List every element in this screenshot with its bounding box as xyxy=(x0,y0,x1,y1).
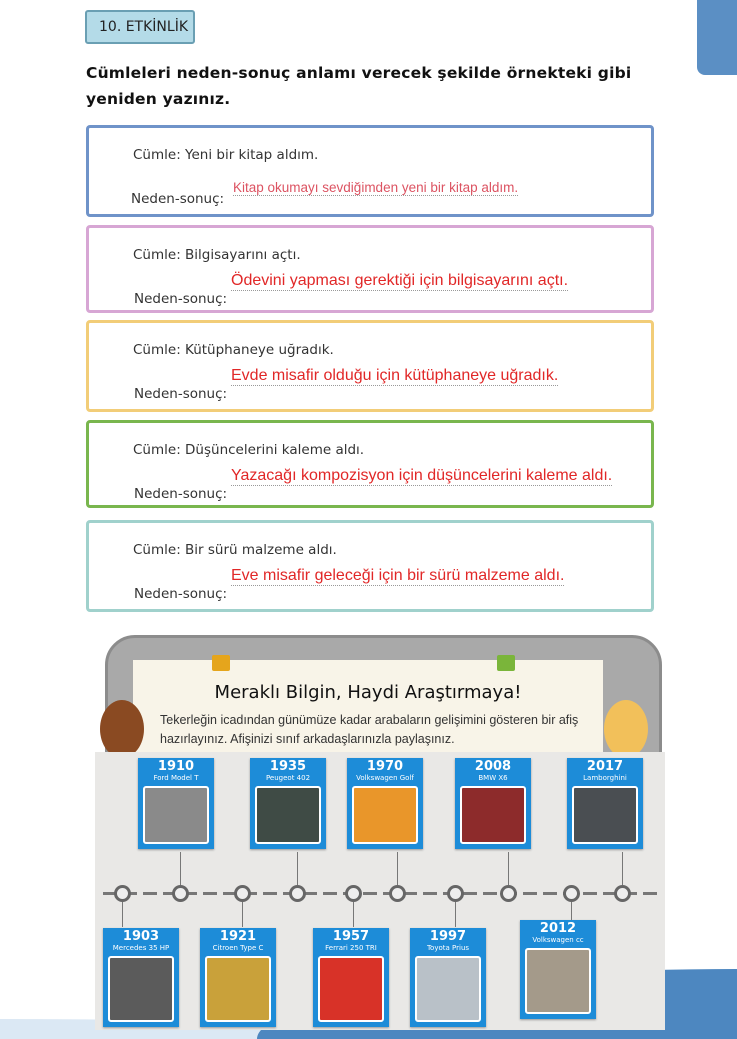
binder-clip-icon xyxy=(497,655,515,671)
activity-badge: 10. ETKİNLİK xyxy=(85,10,195,44)
car-name: Ford Model T xyxy=(153,774,199,782)
timeline-node xyxy=(563,885,580,902)
car-photo xyxy=(143,786,209,844)
timeline-connector xyxy=(122,902,123,927)
timeline-node xyxy=(447,885,464,902)
sentence-text: Cümle: Bilgisayarını açtı. xyxy=(133,247,301,263)
car-photo xyxy=(415,956,481,1022)
car-photo xyxy=(525,948,591,1014)
timeline-connector xyxy=(508,852,509,885)
car-name: Peugeot 402 xyxy=(265,774,311,782)
timeline-node xyxy=(114,885,131,902)
car-year: 2008 xyxy=(474,759,512,774)
car-year: 1997 xyxy=(429,929,467,944)
car-year: 1970 xyxy=(366,759,404,774)
timeline-node xyxy=(345,885,362,902)
car-year: 2012 xyxy=(539,921,577,936)
car-name: Toyota Prius xyxy=(426,944,470,952)
page-corner-decoration xyxy=(697,0,737,75)
research-title: Meraklı Bilgin, Haydi Araştırmaya! xyxy=(214,682,522,703)
timeline-node xyxy=(172,885,189,902)
car-card xyxy=(200,928,276,1027)
timeline-connector xyxy=(353,902,354,927)
car-card xyxy=(250,758,326,849)
cause-label: Neden-sonuç: xyxy=(134,586,228,602)
car-card xyxy=(138,758,214,849)
car-photo xyxy=(460,786,526,844)
car-card xyxy=(455,758,531,849)
boy-with-magnifier-icon xyxy=(100,700,144,758)
car-photo xyxy=(318,956,384,1022)
car-year: 1935 xyxy=(269,759,307,774)
cause-label: Neden-sonuç: xyxy=(134,386,228,402)
timeline-connector xyxy=(180,852,181,885)
timeline-node xyxy=(389,885,406,902)
car-card xyxy=(567,758,643,849)
car-name: Volkswagen Golf xyxy=(356,774,414,782)
car-name: Ferrari 250 TRI xyxy=(325,944,377,952)
car-card xyxy=(313,928,389,1027)
answer-field[interactable]: Kitap okumayı sevdiğimden yeni bir kitap aldım. xyxy=(233,180,519,195)
sentence-text: Cümle: Kütüphaneye uğradık. xyxy=(133,342,334,358)
car-photo xyxy=(352,786,418,844)
cause-label: Neden-sonuç: xyxy=(134,486,228,502)
car-photo xyxy=(108,956,174,1022)
sentence-text: Cümle: Bir sürü malzeme aldı. xyxy=(133,542,337,558)
answer-field[interactable]: Evde misafir olduğu için kütüphaneye uğradık. xyxy=(231,367,559,384)
car-year: 2017 xyxy=(586,759,624,774)
car-card xyxy=(410,928,486,1027)
car-photo xyxy=(255,786,321,844)
timeline-connector xyxy=(455,902,456,927)
car-year: 1957 xyxy=(332,929,370,944)
car-name: Citroen Type C xyxy=(212,944,264,952)
cause-label: Neden-sonuç: xyxy=(131,191,225,207)
car-card xyxy=(103,928,179,1027)
answer-field[interactable]: Ödevini yapması gerektiği için bilgisayarını açtı. xyxy=(231,272,569,289)
sentence-text: Cümle: Yeni bir kitap aldım. xyxy=(133,147,319,163)
car-year: 1903 xyxy=(122,929,160,944)
car-name: Volkswagen cc xyxy=(532,936,584,944)
timeline-node xyxy=(614,885,631,902)
sentence-text: Cümle: Düşüncelerini kaleme aldı. xyxy=(133,442,365,458)
timeline-connector xyxy=(397,852,398,885)
car-name: Mercedes 35 HP xyxy=(112,944,170,952)
binder-clip-icon xyxy=(212,655,230,671)
timeline-connector xyxy=(622,852,623,885)
answer-field[interactable]: Yazacağı kompozisyon için düşüncelerini kaleme aldı. xyxy=(231,467,613,484)
cause-label: Neden-sonuç: xyxy=(134,291,228,307)
car-card xyxy=(347,758,423,849)
car-year: 1910 xyxy=(157,759,195,774)
research-text: Tekerleğin icadından günümüze kadar arabaların gelişimini gösteren bir afiş hazırlayınız. Afişinizi sınıf arkadaşlarınızla paylaşınız. xyxy=(160,713,579,746)
car-name: Lamborghini xyxy=(583,774,627,782)
timeline-node xyxy=(289,885,306,902)
timeline-connector xyxy=(242,902,243,927)
answer-field[interactable]: Eve misafir geleceği için bir sürü malzeme aldı. xyxy=(231,567,565,584)
girl-with-magnifier-icon xyxy=(604,700,648,758)
timeline-node xyxy=(234,885,251,902)
timeline-node xyxy=(500,885,517,902)
car-name: BMW X6 xyxy=(478,774,508,782)
car-card xyxy=(520,920,596,1019)
car-photo xyxy=(572,786,638,844)
instruction-text: Cümleleri neden-sonuç anlamı verecek şekilde örnekteki gibi yeniden yazınız. xyxy=(86,64,632,108)
car-timeline-poster xyxy=(95,752,665,1030)
car-year: 1921 xyxy=(219,929,257,944)
car-photo xyxy=(205,956,271,1022)
timeline-connector xyxy=(297,852,298,885)
